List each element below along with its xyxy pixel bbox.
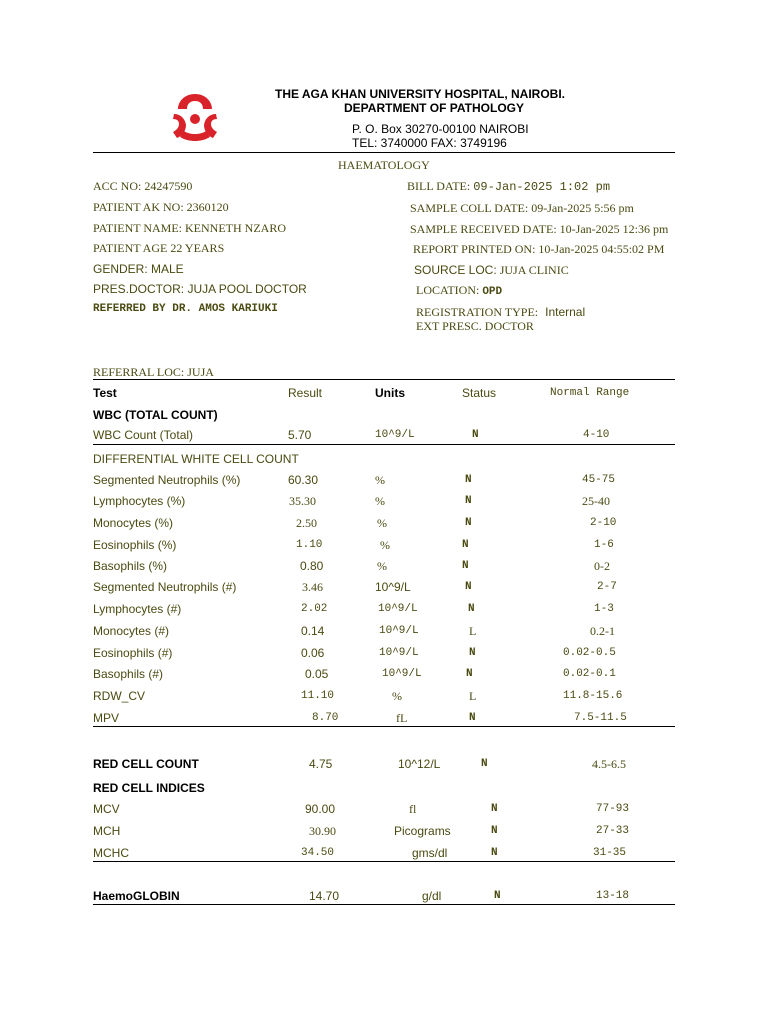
section-title: HAEMATOLOGY [338,158,430,172]
hb-test: HaemoGLOBIN [93,889,180,903]
table-row-result: 3.46 [302,580,323,594]
table-row-test: MCV [93,802,120,816]
col-header-test: Test [93,386,117,400]
table-row-range: 2-10 [590,517,617,529]
table-row-units: 10^9/L [375,580,411,594]
table-row-test: MCH [93,824,121,838]
table-row-range: 0.02-0.5 [563,647,616,659]
table-row-test: RDW_CV [93,689,146,703]
table-row-status: L [469,689,477,703]
col-header-result: Result [288,386,323,400]
table-row-test: Segmented Neutrophils (#) [93,580,237,594]
table-row-units: 10^9/L [379,647,419,659]
table-row-status: N [466,668,473,680]
table-row-units: % [375,473,385,487]
table-row-units: 10^9/L [378,603,418,615]
col-header-normal-range: Normal Range [550,387,630,399]
location-value: OPD [482,286,503,298]
table-top-divider [93,379,675,380]
diff-title: DIFFERENTIAL WHITE CELL COUNT [93,452,299,466]
registration-value: Internal [545,305,586,319]
bill-date [407,179,610,194]
table-row-range: 0.2-1 [590,624,615,638]
table-row-status: N [465,495,472,507]
table-row-range: 27-33 [596,825,630,837]
table-row-range: 31-35 [593,847,627,859]
table-row-range: 1-3 [594,603,614,615]
acc-no: ACC NO: 24247590 [93,179,193,193]
table-row-result: 60.30 [288,473,319,487]
table-row-test: MCHC [93,846,129,860]
wbc-divider [93,444,675,445]
table-row-range: 25-40 [582,494,610,508]
bill-date-label: BILL DATE: [407,179,471,193]
table-row-status: N [465,517,472,529]
registration-label: REGISTRATION TYPE: [416,305,539,319]
table-row-result: 2.50 [296,516,317,530]
aga-khan-trefoil-logo-icon [168,92,222,142]
table-row-result: 0.80 [300,559,324,573]
table-row-range: 1-6 [594,539,614,551]
table-row-range: 77-93 [596,803,630,815]
col-header-status: Status [462,386,497,400]
table-row-test: Monocytes (#) [93,624,170,638]
patient-name: PATIENT NAME: KENNETH NZARO [93,221,286,235]
header-divider [93,152,675,153]
table-row-test: Basophils (#) [93,667,164,681]
registration-type [416,305,585,320]
table-row-result: 1.10 [296,539,323,551]
table-row-result: 30.90 [309,824,336,838]
ext-presc-doctor: EXT PRESC. DOCTOR [416,319,534,333]
table-row-units: % [375,494,385,508]
source-loc [414,263,569,278]
table-row-units: 10^9/L [382,668,422,680]
table-row-result: 90.00 [305,802,336,816]
indices-divider [93,861,675,862]
table-row-status: N [469,647,476,659]
source-loc-label: SOURCE LOC: [414,263,497,277]
table-row-test: Lymphocytes (#) [93,602,182,616]
table-row-result: 0.05 [305,667,329,681]
table-row-result: 2.02 [301,603,328,615]
table-row-range: 0-2 [594,559,610,573]
hb-status: N [494,890,501,902]
wbc-status: N [472,429,479,441]
sample-received-date: SAMPLE RECEIVED DATE: 10-Jan-2025 12:36 pm [410,222,669,236]
table-row-test: Eosinophils (%) [93,538,177,552]
diff-divider [93,726,675,727]
report-printed-on: REPORT PRINTED ON: 10-Jan-2025 04:55:02 PM [413,242,665,256]
location-label: LOCATION: [416,283,480,297]
wbc-title: WBC (TOTAL COUNT) [93,408,218,422]
table-row-units: gms/dl [412,846,448,860]
table-row-status: N [465,581,472,593]
rcc-range: 4.5-6.5 [592,757,626,771]
table-row-result: 8.70 [312,712,339,724]
table-row-range: 0.02-0.1 [563,668,616,680]
referral-loc: REFERRAL LOC: JUJA [93,365,214,379]
table-row-units: 10^9/L [379,625,419,637]
contact: TEL: 3740000 FAX: 3749196 [352,136,507,150]
table-row-result: 35.30 [289,494,316,508]
table-row-range: 2-7 [597,581,617,593]
table-row-test: Segmented Neutrophils (%) [93,473,241,487]
table-row-status: N [468,603,475,615]
table-row-units: % [380,538,390,552]
table-row-status: N [491,825,498,837]
table-row-status: N [469,712,476,724]
table-row-units: fL [396,711,408,725]
pres-doctor: PRES.DOCTOR: JUJA POOL DOCTOR [93,282,307,296]
table-row-test: Basophils (%) [93,559,168,573]
department-name: DEPARTMENT OF PATHOLOGY [344,101,524,115]
wbc-range: 4-10 [583,429,610,441]
gender: GENDER: MALE [93,262,184,276]
rcc-result: 4.75 [309,757,333,771]
sample-coll-date: SAMPLE COLL DATE: 09-Jan-2025 5:56 pm [410,201,634,215]
indices-title: RED CELL INDICES [93,781,205,795]
table-row-result: 34.50 [301,847,335,859]
col-header-units: Units [375,386,405,400]
rcc-status: N [481,758,488,770]
address: P. O. Box 30270-00100 NAIROBI [352,122,529,136]
table-row-status: N [462,539,469,551]
source-loc-value: JUJA CLINIC [499,263,569,277]
table-row-status: N [491,803,498,815]
hb-range: 13-18 [596,890,630,902]
table-row-test: MPV [93,711,120,725]
hb-divider [93,904,675,905]
wbc-test: WBC Count (Total) [93,428,194,442]
table-row-test: Eosinophils (#) [93,646,173,660]
patient-ak-no: PATIENT AK NO: 2360120 [93,200,229,214]
table-row-range: 11.8-15.6 [563,690,623,702]
table-row-units: % [377,559,387,573]
referred-by: REFERRED BY DR. AMOS KARIUKI [93,303,278,315]
table-row-result: 0.14 [301,624,325,638]
table-row-status: N [462,560,469,572]
table-row-range: 7.5-11.5 [574,712,627,724]
location [416,283,502,298]
patient-age: PATIENT AGE 22 YEARS [93,241,225,255]
table-row-units: fl [409,802,417,816]
rcc-units: 10^12/L [398,757,441,771]
hb-result: 14.70 [309,889,340,903]
table-row-test: Monocytes (%) [93,516,174,530]
table-row-status: N [491,847,498,859]
table-row-range: 45-75 [582,474,616,486]
wbc-result: 5.70 [288,428,312,442]
table-row-status: L [469,624,477,638]
table-row-units: % [392,689,402,703]
table-row-units: % [377,516,387,530]
wbc-units: 10^9/L [375,429,415,441]
table-row-test: Lymphocytes (%) [93,494,186,508]
table-row-result: 0.06 [301,646,325,660]
table-row-units: Picograms [394,824,451,838]
hb-units: g/dl [422,889,442,903]
rcc-test: RED CELL COUNT [93,757,199,771]
hospital-name: THE AGA KHAN UNIVERSITY HOSPITAL, NAIROBI. [275,87,566,101]
table-row-status: N [465,474,472,486]
bill-date-value: 09-Jan-2025 1:02 pm [473,180,611,194]
table-row-result: 11.10 [301,690,335,702]
